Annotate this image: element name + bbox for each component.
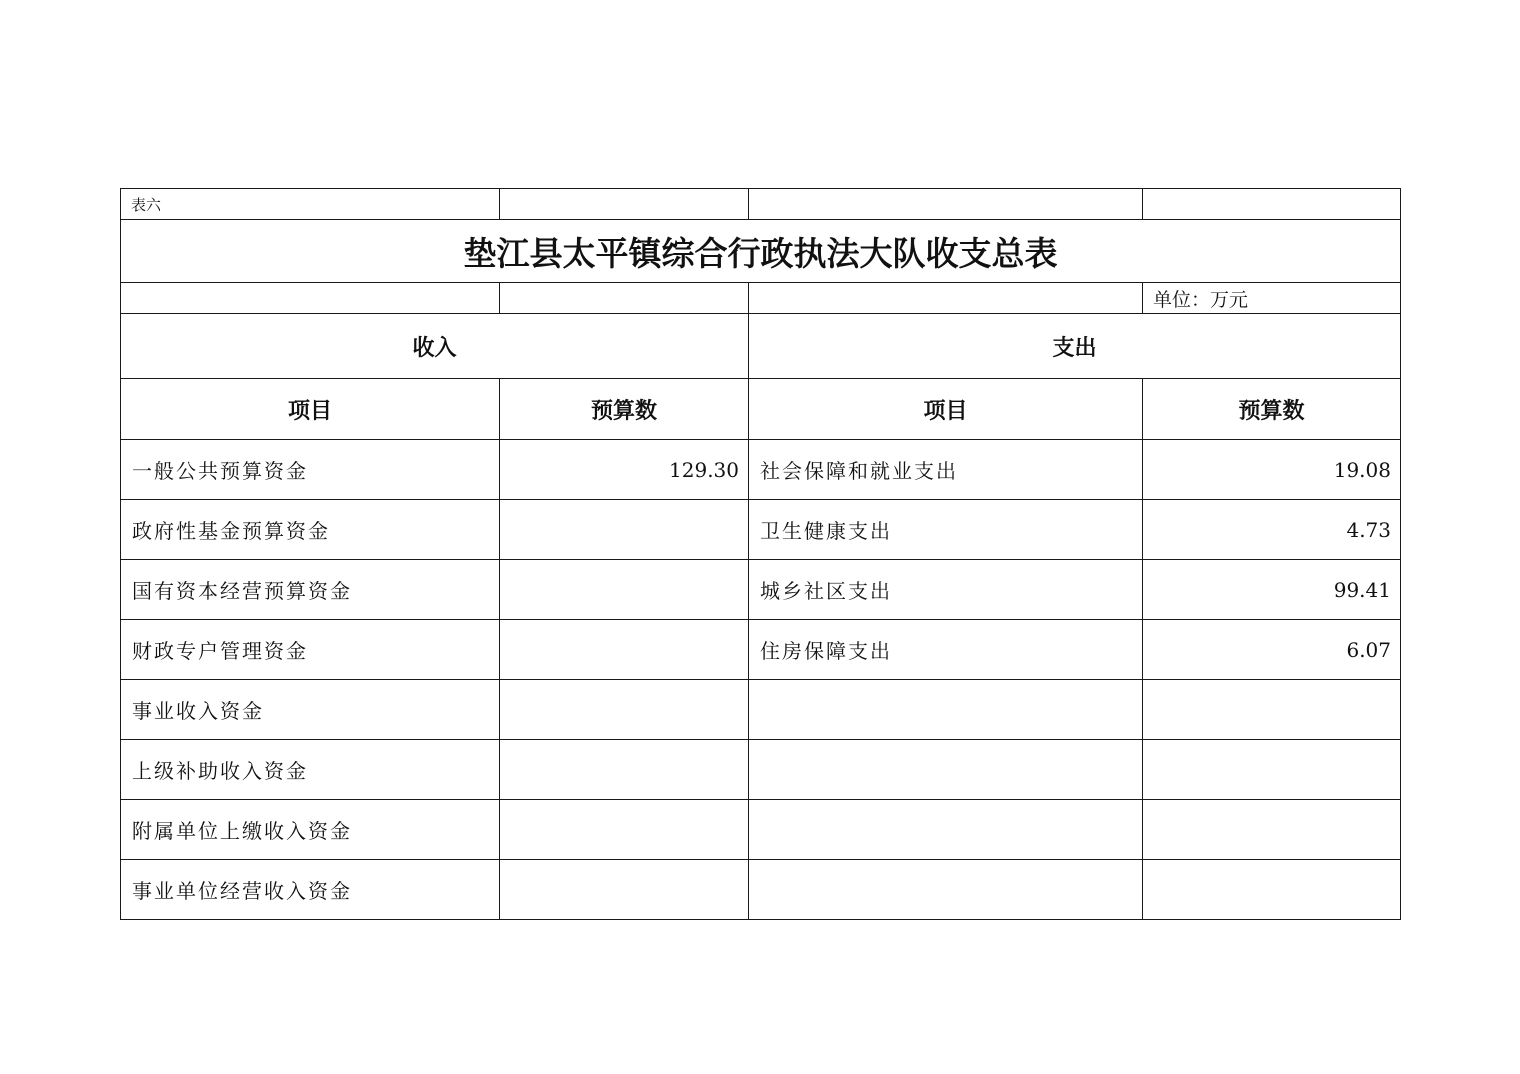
income-item: 政府性基金预算资金 <box>121 500 500 560</box>
column-header-row <box>121 379 1401 440</box>
expense-amount: 4.73 <box>1143 500 1401 560</box>
table-row <box>121 620 1401 680</box>
income-amount <box>500 740 749 800</box>
expenditure-section-header: 支出 <box>749 314 1401 379</box>
expense-item-header: 项目 <box>749 379 1143 440</box>
unit-label: 单位：万元 <box>1143 283 1401 314</box>
income-amount <box>500 800 749 860</box>
expense-item: 卫生健康支出 <box>749 500 1143 560</box>
budget-summary-table <box>120 188 1401 920</box>
expense-item: 住房保障支出 <box>749 620 1143 680</box>
income-amount: 129.30 <box>500 440 749 500</box>
table-row <box>121 860 1401 920</box>
page-title: 垫江县太平镇综合行政执法大队收支总表 <box>121 220 1401 283</box>
expense-amount-header: 预算数 <box>1143 379 1401 440</box>
table-row <box>121 800 1401 860</box>
empty-cell <box>749 189 1143 220</box>
expense-amount: 6.07 <box>1143 620 1401 680</box>
income-item: 财政专户管理资金 <box>121 620 500 680</box>
expense-amount <box>1143 680 1401 740</box>
empty-cell <box>121 283 500 314</box>
empty-cell <box>1143 189 1401 220</box>
table-row <box>121 440 1401 500</box>
title-row <box>121 220 1401 283</box>
income-amount <box>500 560 749 620</box>
expense-item: 城乡社区支出 <box>749 560 1143 620</box>
expense-item <box>749 860 1143 920</box>
unit-row <box>121 283 1401 314</box>
section-header-row <box>121 314 1401 379</box>
expense-amount <box>1143 740 1401 800</box>
income-amount-header: 预算数 <box>500 379 749 440</box>
expense-amount <box>1143 860 1401 920</box>
income-section-header: 收入 <box>121 314 749 379</box>
income-amount <box>500 500 749 560</box>
table-row <box>121 740 1401 800</box>
empty-cell <box>500 189 749 220</box>
empty-cell <box>749 283 1143 314</box>
table-row <box>121 680 1401 740</box>
expense-item <box>749 800 1143 860</box>
table-row <box>121 560 1401 620</box>
expense-item <box>749 680 1143 740</box>
income-amount <box>500 860 749 920</box>
income-item: 国有资本经营预算资金 <box>121 560 500 620</box>
table-label: 表六 <box>121 189 500 220</box>
expense-amount: 19.08 <box>1143 440 1401 500</box>
income-amount <box>500 680 749 740</box>
income-item-header: 项目 <box>121 379 500 440</box>
expense-amount: 99.41 <box>1143 560 1401 620</box>
expense-amount <box>1143 800 1401 860</box>
income-item: 附属单位上缴收入资金 <box>121 800 500 860</box>
expense-item: 社会保障和就业支出 <box>749 440 1143 500</box>
expense-item <box>749 740 1143 800</box>
empty-cell <box>500 283 749 314</box>
table-label-row <box>121 189 1401 220</box>
income-item: 事业收入资金 <box>121 680 500 740</box>
income-item: 一般公共预算资金 <box>121 440 500 500</box>
income-item: 上级补助收入资金 <box>121 740 500 800</box>
table-row <box>121 500 1401 560</box>
income-item: 事业单位经营收入资金 <box>121 860 500 920</box>
income-amount <box>500 620 749 680</box>
